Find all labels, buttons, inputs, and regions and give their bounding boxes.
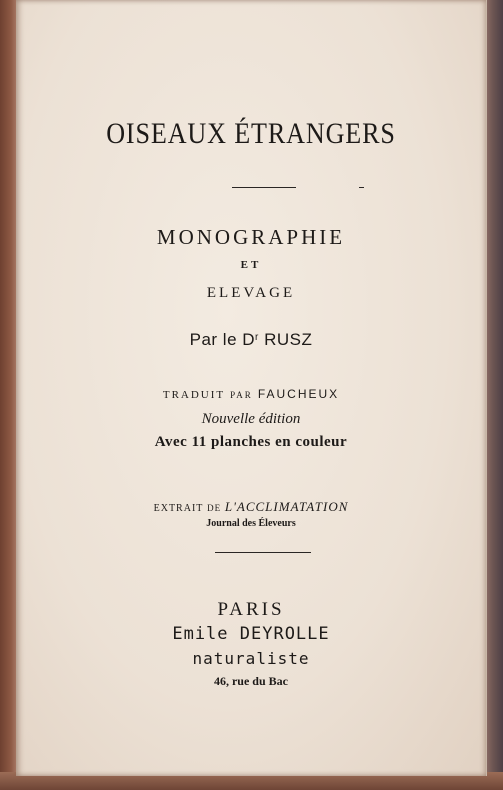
translator-name: FAUCHEUX xyxy=(257,387,340,401)
author-name: RUSZ xyxy=(264,330,313,349)
book-binding-right xyxy=(485,0,503,790)
subtitle-conjunction: ET xyxy=(240,259,262,271)
of-word: DE xyxy=(207,503,222,513)
subtitle-second: ELEVAGE xyxy=(206,285,296,301)
translated-word: TRADUIT xyxy=(162,389,226,401)
imprint-address: 46, rue du Bac xyxy=(213,674,288,688)
imprint-rule xyxy=(215,552,311,553)
extract-source: L'ACCLIMATATION xyxy=(224,499,349,514)
imprint-publisher: Emile DEYROLLE xyxy=(172,624,330,644)
author-superscript: r xyxy=(255,332,259,343)
title-page xyxy=(16,0,487,776)
book-title: OISEAUX ÉTRANGERS xyxy=(106,117,396,150)
rule-mark xyxy=(359,187,364,188)
imprint-city: PARIS xyxy=(217,599,285,620)
plates-line: Avec 11 planches en couleur xyxy=(154,434,348,450)
extract-word: EXTRAIT xyxy=(153,503,204,514)
extract-line xyxy=(16,499,486,515)
by-word: PAR xyxy=(230,390,253,400)
imprint-profession: naturaliste xyxy=(192,649,310,668)
author-prefix: Par le D xyxy=(189,330,256,349)
journal-name: Journal des Éleveurs xyxy=(206,518,296,529)
translation-line xyxy=(16,387,486,402)
author-line xyxy=(16,330,486,350)
subtitle: MONOGRAPHIE xyxy=(156,225,346,249)
title-rule xyxy=(232,187,296,188)
edition-line: Nouvelle édition xyxy=(201,411,301,427)
